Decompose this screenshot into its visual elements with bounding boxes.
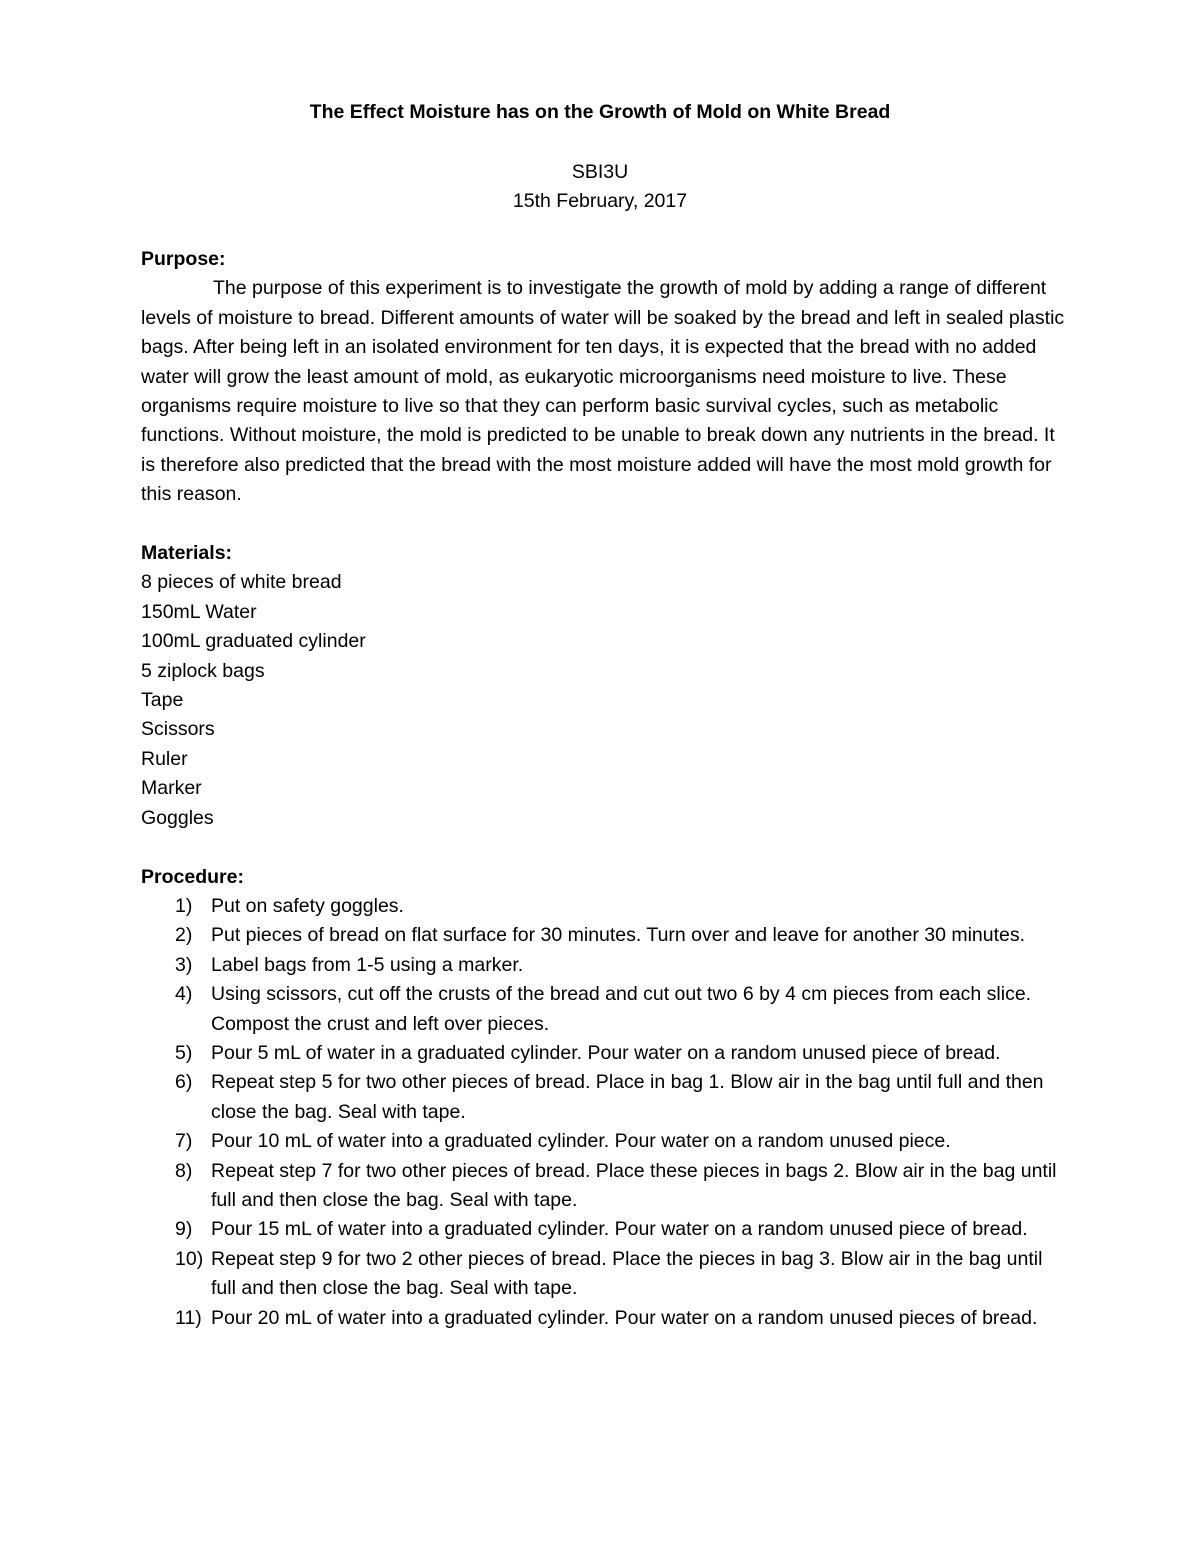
list-item: Scissors bbox=[141, 718, 215, 741]
step-text: Repeat step 7 for two other pieces of bread. Place these pieces in bags 2. Blow air in the bag until full and then close the bag. Seal with tape. bbox=[211, 1159, 1057, 1211]
step-number: 9) bbox=[175, 1218, 193, 1241]
materials-section bbox=[141, 539, 1071, 833]
step-number: 11) bbox=[175, 1306, 202, 1329]
step-text: Put pieces of bread on flat surface for 30 minutes. Turn over and leave for another 30 minutes. bbox=[211, 924, 1026, 947]
course-code: SBI3U bbox=[571, 161, 629, 183]
step-text: Pour 10 mL of water into a graduated cylinder. Pour water on a random unused piece. bbox=[211, 1130, 951, 1153]
list-item: 150mL Water bbox=[141, 600, 257, 623]
procedure-step bbox=[141, 1127, 1071, 1156]
materials-list bbox=[141, 568, 1071, 833]
step-number: 6) bbox=[175, 1071, 193, 1094]
document-title: The Effect Moisture has on the Growth of Mold on White Bread bbox=[309, 101, 891, 123]
section-spacer bbox=[141, 510, 1071, 539]
document-date: 15th February, 2017 bbox=[512, 190, 688, 212]
step-number: 4) bbox=[175, 983, 193, 1006]
list-item: 100mL graduated cylinder bbox=[141, 630, 366, 653]
procedure-step bbox=[141, 1157, 1071, 1216]
step-text: Put on safety goggles. bbox=[211, 894, 404, 917]
purpose-section bbox=[141, 245, 1071, 510]
list-item: Ruler bbox=[141, 747, 188, 770]
list-item: 8 pieces of white bread bbox=[141, 571, 342, 594]
step-number: 2) bbox=[175, 924, 193, 947]
step-number: 1) bbox=[175, 894, 193, 917]
procedure-step bbox=[141, 1039, 1071, 1068]
step-text: Using scissors, cut off the crusts of the bread and cut out two 6 by 4 cm pieces from each slice. Compost the crust and left over pieces. bbox=[211, 983, 1032, 1035]
step-number: 3) bbox=[175, 953, 193, 976]
procedure-step bbox=[141, 951, 1071, 980]
step-text: Pour 20 mL of water into a graduated cylinder. Pour water on a random unused pieces of bread. bbox=[211, 1306, 1038, 1329]
procedure-step bbox=[141, 1245, 1071, 1304]
procedure-step bbox=[141, 1304, 1071, 1333]
list-item: 5 ziplock bags bbox=[141, 659, 265, 682]
step-number: 8) bbox=[175, 1159, 193, 1182]
procedure-step bbox=[141, 892, 1071, 921]
step-text: Pour 15 mL of water into a graduated cylinder. Pour water on a random unused piece of bread. bbox=[211, 1218, 1028, 1241]
purpose-paragraph: The purpose of this experiment is to investigate the growth of mold by adding a range of different levels of moisture to bread. Different amounts of water will be soaked by the bread and left in sealed plastic bags. After being left in an isolated environment for ten days, it is expected that the bread with no added water will grow the least amount of mold, as eukaryotic microorganisms need moisture to live. These organisms require moisture to live so that they can perform basic survival cycles, such as metabolic functions. Without moisture, the mold is predicted to be unable to break down any nutrients in the bread. It is therefore also predicted that the bread with the most moisture added will have the most mold growth for this reason. bbox=[141, 277, 1065, 506]
list-item: Goggles bbox=[141, 806, 214, 829]
purpose-heading: Purpose: bbox=[141, 248, 226, 270]
step-number: 7) bbox=[175, 1130, 193, 1153]
step-text: Repeat step 9 for two 2 other pieces of bread. Place the pieces in bag 3. Blow air in the bag until full and then close the bag. Seal with tape. bbox=[211, 1247, 1043, 1300]
list-item: Tape bbox=[141, 689, 184, 712]
step-number: 5) bbox=[175, 1041, 193, 1064]
materials-heading: Materials: bbox=[141, 542, 233, 565]
procedure-step bbox=[141, 921, 1071, 950]
procedure-heading: Procedure: bbox=[141, 865, 244, 888]
document-body bbox=[141, 245, 1071, 1333]
list-item: Marker bbox=[141, 777, 202, 800]
section-spacer bbox=[141, 833, 1071, 862]
step-number: 10) bbox=[175, 1247, 204, 1270]
procedure-step bbox=[141, 1215, 1071, 1244]
step-text: Pour 5 mL of water in a graduated cylinder. Pour water on a random unused piece of bread. bbox=[211, 1041, 1001, 1064]
procedure-step bbox=[141, 980, 1071, 1039]
step-text: Repeat step 5 for two other pieces of bread. Place in bag 1. Blow air in the bag until full and then close the bag. Seal with tape. bbox=[211, 1071, 1044, 1123]
procedure-list bbox=[141, 892, 1071, 1333]
procedure-step bbox=[141, 1068, 1071, 1127]
procedure-section bbox=[141, 863, 1071, 1334]
step-text: Label bags from 1-5 using a marker. bbox=[211, 953, 524, 976]
